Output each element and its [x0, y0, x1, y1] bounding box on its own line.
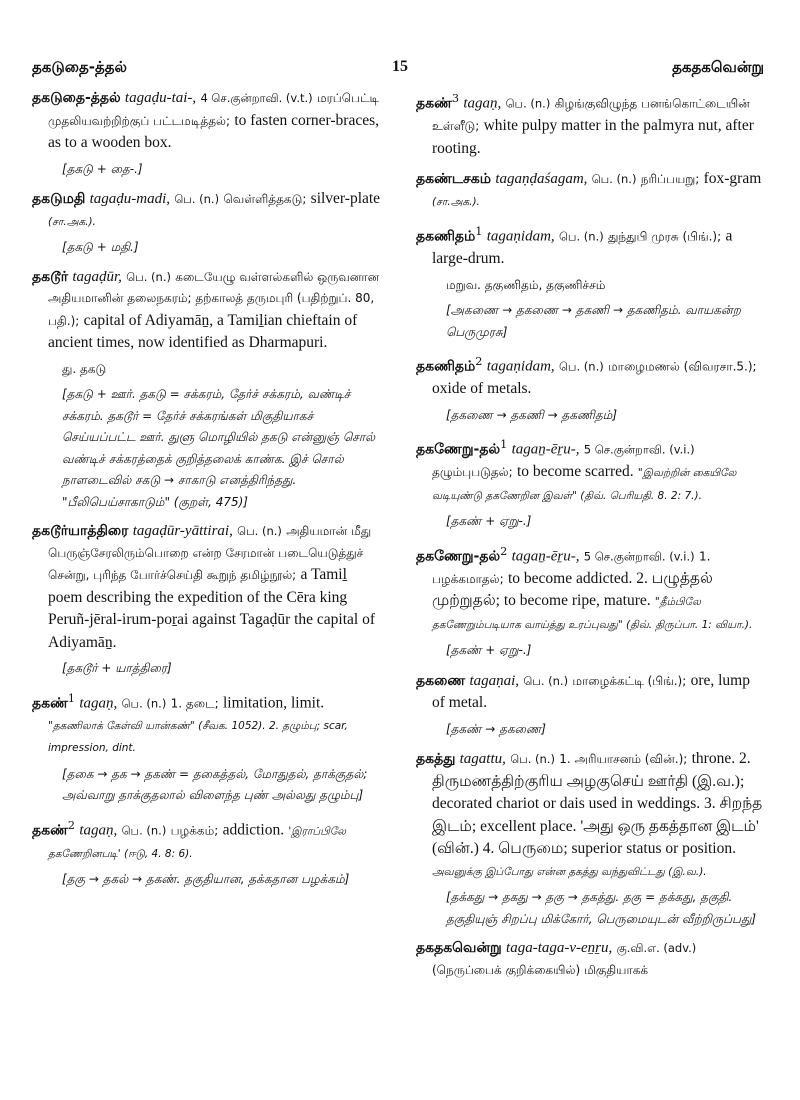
transliteration: tagaṇidam,: [486, 228, 555, 245]
dictionary-entry: [416, 748, 766, 930]
tamil-gloss: துந்துபி முரசு (பிங்.);: [608, 229, 722, 244]
etymology: [அகணை → தகணை → தகணி → தகணிதம். வாயகன்ற பெருமுரசு]: [446, 303, 741, 339]
transliteration: tagaṇidam,: [486, 358, 555, 375]
english-gloss: a Tamiḻ poem describing the expedition of the Cēra king Peruñ-jēral-irum-poṟai against Tagaḍūr the capital of Adiyamāṉ.: [48, 566, 376, 651]
headword: தகடூர்: [32, 268, 69, 285]
headword: தகண்: [32, 695, 68, 711]
part-of-speech: 5 செ.குன்றாவி. (v.i.): [583, 549, 695, 563]
homonym-number: 2: [475, 355, 483, 368]
transliteration: tagaṇ,: [79, 695, 118, 711]
etymology: [தகண் + ஏறு-.]: [446, 643, 532, 657]
citation: 'இராப்பிலே தகணேறினபடி' (ஈடு, 4. 8: 6).: [48, 825, 346, 860]
part-of-speech: 4 செ.குன்றாவி. (v.t.): [200, 91, 313, 105]
part-of-speech: பெ. (n.): [558, 359, 604, 374]
tamil-gloss: 1. அரியாசனம் (வின்.);: [559, 752, 688, 766]
running-head-right: தகதகவென்று: [672, 58, 764, 76]
english-gloss: to become addicted. 2. பழுத்தல் முற்றுதல்; to become ripe, mature.: [432, 569, 713, 609]
part-of-speech: 5 செ.குன்றாவி. (v.i.): [583, 442, 695, 457]
headword: தகடுதை-த்தல்: [32, 90, 121, 106]
related-forms: து. தகடு: [62, 361, 107, 376]
citation: "இவற்றின் கையிலே வடியுண்டு தகணேறின இவள்" (திவ். பெரியதி. 8. 2: 7.).: [432, 467, 737, 502]
part-of-speech: பெ. (n.): [505, 96, 551, 111]
homonym-number: 3: [451, 92, 460, 105]
headword: தகண்டசகம்: [416, 171, 492, 187]
english-gloss: white pulpy matter in the palmyra nut, after rooting.: [432, 117, 754, 157]
tamil-gloss: கடையேழு வள்ளல்களில் ஒருவனான அதியமானின் தலைநகரம்; தற்காலத் தருமபுரி (பதிற்றுப். 80, பதி.);: [48, 269, 380, 328]
citation: அவனுக்கு இப்போது என்ன தகத்து வந்துவிட்டது (இ.வ.).: [432, 865, 707, 878]
dictionary-entry: [32, 688, 382, 807]
page-number: 15: [392, 58, 408, 75]
english-gloss: to become scarred.: [516, 463, 634, 480]
transliteration: tagaṇai,: [469, 672, 520, 689]
dictionary-entry: [32, 188, 382, 259]
part-of-speech: பெ. (n.): [591, 172, 637, 186]
dictionary-entry: [416, 168, 766, 213]
headword: தகடுமதி: [32, 191, 86, 207]
part-of-speech: பெ. (n.): [237, 524, 282, 538]
english-gloss: ore, lump of metal.: [432, 671, 750, 711]
headword: தகணேறு-தல்: [416, 548, 501, 564]
homonym-number: 1: [475, 225, 483, 238]
part-of-speech: பெ. (n.): [523, 673, 569, 688]
related-forms: மறுவ. தகுணிதம், தகுணிச்சம்: [446, 277, 606, 292]
dictionary-entry: [416, 541, 766, 662]
english-gloss: to fasten corner-braces, as to a wooden box.: [48, 111, 380, 151]
etymology: [தகு → தகல் → தகண். தகுதியான, தக்கதான பழக்கம்]: [62, 872, 350, 886]
transliteration: tagaḍūr-yāttirai,: [132, 523, 233, 539]
english-gloss: fox-gram: [703, 170, 762, 187]
headword: தகணிதம்: [416, 358, 476, 375]
transliteration: tagaḍūr,: [72, 268, 122, 285]
english-gloss: addiction.: [222, 821, 285, 838]
headword: தகண்: [32, 822, 68, 838]
dictionary-entry: [416, 88, 766, 160]
transliteration: tagaḍu-madi,: [89, 191, 171, 207]
headword: தகணை: [416, 672, 466, 689]
citation: (சா.அக.).: [48, 215, 96, 228]
transliteration: tagaṉ-ēṟu-,: [511, 441, 580, 458]
english-gloss: capital of Adiyamāṉ, a Tamiḻian chieftain of ancient times, now identified as Dharmapuri.: [48, 311, 358, 351]
right-column: [416, 88, 766, 989]
etymology: [தகடு + தை-.]: [62, 161, 143, 176]
english-gloss: oxide of metals.: [432, 380, 532, 397]
part-of-speech: கு.வி.எ. (adv.): [616, 941, 697, 955]
etymology: [தகணை → தகணி → தகணிதம்]: [446, 407, 617, 422]
dictionary-entry: [32, 267, 382, 514]
etymology: [தகடூர் + யாத்திரை]: [62, 661, 172, 675]
dictionary-entry: [416, 351, 766, 426]
headword: தகணிதம்: [416, 228, 476, 245]
tamil-gloss: (நெருப்பைக் குறிக்கையில்) மிகுதியாகக்: [432, 962, 649, 977]
tamil-gloss: மரப்பெட்டி முதலியவற்றிற்குப் பட்டமடித்தல்;: [48, 91, 380, 128]
part-of-speech: பெ. (n.): [121, 696, 167, 710]
etymology: [தகண் + ஏறு-.]: [446, 514, 532, 528]
part-of-speech: பெ. (n.): [174, 192, 220, 206]
english-gloss: a large-drum.: [432, 227, 733, 267]
etymology: [தகை → தக → தகண் = தகைத்தல், மோதுதல், தாக்குதல்; அவ்வாறு தாக்குதலால் விளைந்த புண் அல்லது தழும்பு]: [62, 766, 368, 802]
headword: தகணேறு-தல்: [416, 441, 501, 458]
dictionary-entry: [32, 521, 382, 680]
transliteration: taga-taga-v-eṉṟu,: [506, 940, 613, 956]
tamil-gloss: கிழங்குவிழுந்த பனங்கொட்டையின் உள்ளீடு;: [432, 96, 750, 133]
headword: தகதகவென்று: [416, 940, 502, 956]
citation: "தீம்பிலே தகணேறும்படியாக வாய்த்து உரப்புவது" (திவ். திருப்பா. 1: வியா.).: [432, 596, 753, 631]
etymology: [தக்கது → தகது → தகு → தகத்து. தகு = தக்கது, தகுதி. தகுதியுஞ் சிறப்பு மிக்கோர், பெருமையுடன் வீற்றிருப்பது]: [446, 890, 757, 926]
dictionary-entry: [416, 221, 766, 343]
dictionary-entry: [416, 434, 766, 533]
tamil-gloss: வெள்ளித்தகடு;: [223, 192, 307, 206]
part-of-speech: பெ. (n.): [558, 229, 604, 244]
headword: தகடூர்யாத்திரை: [32, 523, 129, 539]
citation: (சா.அக.).: [432, 195, 480, 208]
homonym-number: 1: [500, 438, 508, 451]
left-column: [32, 88, 382, 899]
headword: தகண்: [416, 95, 452, 112]
tamil-gloss: மாழைக்கட்டி (பிங்.);: [572, 673, 687, 688]
transliteration: tagaṇḍaśagam,: [495, 171, 588, 187]
english-gloss: throne. 2. திருமணத்திற்குரிய அழகுசெய் ஊர்தி (இ.வ.); decorated chariot or dais used in weddings. 3. சிறந்த இடம்; excellent place. 'அது ஒரு தகத்தான இடம்' (வின்.) 4. பெருமை; superior status or position.: [432, 750, 763, 857]
part-of-speech: பெ. (n.): [510, 752, 555, 766]
tamil-gloss: தழும்புபடுதல்;: [432, 465, 513, 479]
citation: "தகணிலாக் கேள்வி யான்கண்" (சீவக. 1052). 2. தழும்பு; scar, impression, dint.: [48, 719, 348, 754]
transliteration: tagaṇ,: [463, 95, 502, 112]
english-gloss: limitation, limit.: [222, 694, 325, 711]
etymology: [தகடு + ஊர். தகடு = சக்கரம், தேர்ச் சக்கரம், வண்டிச் சக்கரம். தகடூர் = தேர்ச் சக்கரங்கள் மிகுதியாகச் செய்யப்பட்ட ஊர். துளு மொழியில் தகடு என்னுஞ் சொல் வண்டிச் சக்கரத்தைக் குறித்தலைக் காண்க. இச் சொல் நாளடைவில் சகடு → சாகாடு எனத்திரிந்தது. "பீலிபெய்சாகாடும்" (குறள், 475)]: [62, 387, 376, 509]
etymology: [தகடு + மதி.]: [62, 240, 139, 254]
tamil-gloss: 1. பழக்கமாதல்;: [432, 549, 711, 586]
part-of-speech: பெ. (n.): [121, 823, 167, 837]
transliteration: tagattu,: [459, 751, 506, 767]
headword: தகத்து: [416, 751, 456, 767]
english-gloss: silver-plate: [310, 190, 381, 207]
tamil-gloss: நரிப்பயறு;: [640, 172, 700, 186]
etymology: [தகண் → தகணை]: [446, 721, 546, 736]
running-head-left: தகடுதை-த்தல்: [32, 58, 127, 76]
tamil-gloss: மாழைமணல் (விவரசா.5.);: [608, 359, 757, 374]
dictionary-entry: [32, 815, 382, 891]
transliteration: tagaṇ,: [79, 822, 118, 838]
tamil-gloss: 1. தடை;: [170, 696, 219, 710]
part-of-speech: பெ. (n.): [126, 269, 171, 284]
dictionary-entry: [416, 938, 766, 981]
tamil-gloss: பழக்கம்;: [170, 823, 219, 837]
homonym-number: 2: [500, 544, 508, 558]
transliteration: tagaḍu-tai-,: [124, 90, 197, 106]
transliteration: tagaṉ-ēṟu-,: [511, 548, 580, 564]
dictionary-entry: [32, 88, 382, 180]
tamil-gloss: அதியமான் மீது பெருஞ்சேரலிரும்பொறை என்ற சேரமான் படையெடுத்துச் சென்று, புரிந்த போர்ச்செய்தி கூறுந் தமிழ்நூல்;: [48, 524, 372, 582]
homonym-number: 1: [67, 691, 76, 705]
homonym-number: 2: [67, 818, 76, 832]
dictionary-entry: [416, 670, 766, 741]
